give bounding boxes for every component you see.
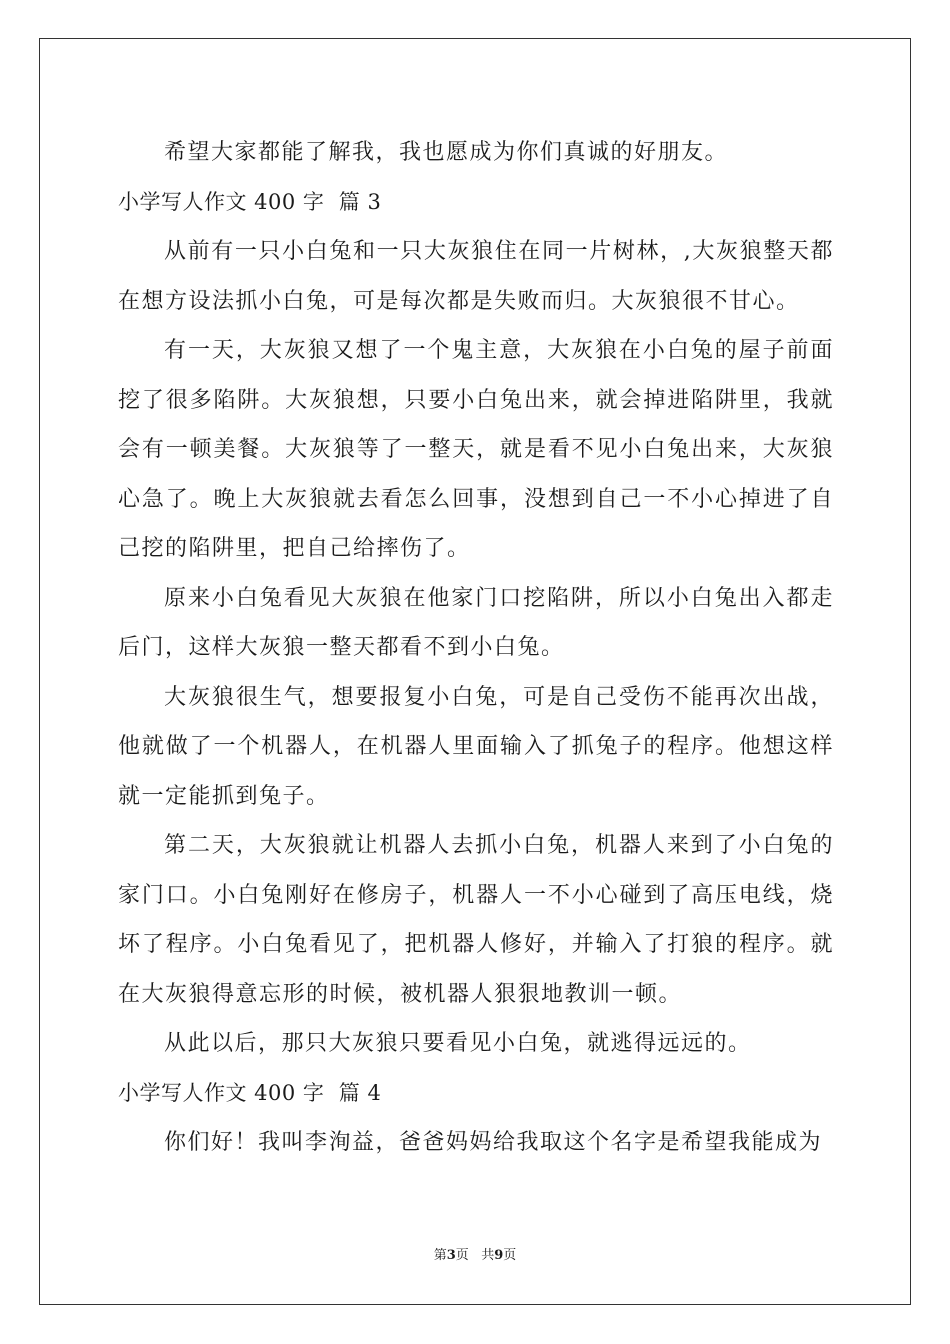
section-heading: 小学写人作文 400 字 篇 4: [118, 1080, 382, 1105]
document-body: [118, 128, 834, 1168]
paragraph: 第二天，大灰狼就让机器人去抓小白兔，机器人来到了小白兔的家门口。小白兔刚好在修房子，机器人一不小心碰到了高压电线，烧坏了程序。小白兔看见了，把机器人修好，并输入了打狼的程序。就在大灰狼得意忘形的时候，被机器人狠狠地教训一顿。: [118, 833, 834, 1007]
paragraph: 大灰狼很生气，想要报复小白兔，可是自己受伤不能再次出战，他就做了一个机器人，在机器人里面输入了抓兔子的程序。他想这样就一定能抓到兔子。: [118, 684, 834, 809]
page-footer: [0, 1246, 950, 1266]
paragraph: 有一天，大灰狼又想了一个鬼主意，大灰狼在小白兔的屋子前面挖了很多陷阱。大灰狼想，只要小白兔出来，就会掉进陷阱里，我就会有一顿美餐。大灰狼等了一整天，就是看不见小白兔出来，大灰狼心急了。晚上大灰狼就去看怎么回事，没想到自己一不小心掉进了自己挖的陷阱里，把自己给摔伤了。: [118, 338, 834, 561]
paragraph: 你们好！我叫李洵益，爸爸妈妈给我取这个名字是希望我能成为: [164, 1130, 823, 1155]
paragraph: 从前有一只小白兔和一只大灰狼住在同一片树林，,大灰狼整天都在想方设法抓小白兔，可是每次都是失败而归。大灰狼很不甘心。: [118, 239, 834, 314]
paragraph: 原来小白兔看见大灰狼在他家门口挖陷阱，所以小白兔出入都走后门，这样大灰狼一整天都看不到小白兔。: [118, 585, 834, 660]
page-suffix: 页: [455, 1248, 469, 1263]
paragraph: 希望大家都能了解我，我也愿成为你们真诚的好朋友。: [164, 140, 729, 165]
paragraph: 从此以后，那只大灰狼只要看见小白兔，就逃得远远的。: [164, 1031, 752, 1056]
page-prefix: 第: [433, 1248, 447, 1263]
total-prefix: 共: [481, 1248, 495, 1263]
total-pages: 9: [494, 1248, 504, 1263]
page-number: 3: [446, 1248, 456, 1263]
section-heading: 小学写人作文 400 字 篇 3: [118, 189, 382, 214]
total-suffix: 页: [503, 1248, 517, 1263]
